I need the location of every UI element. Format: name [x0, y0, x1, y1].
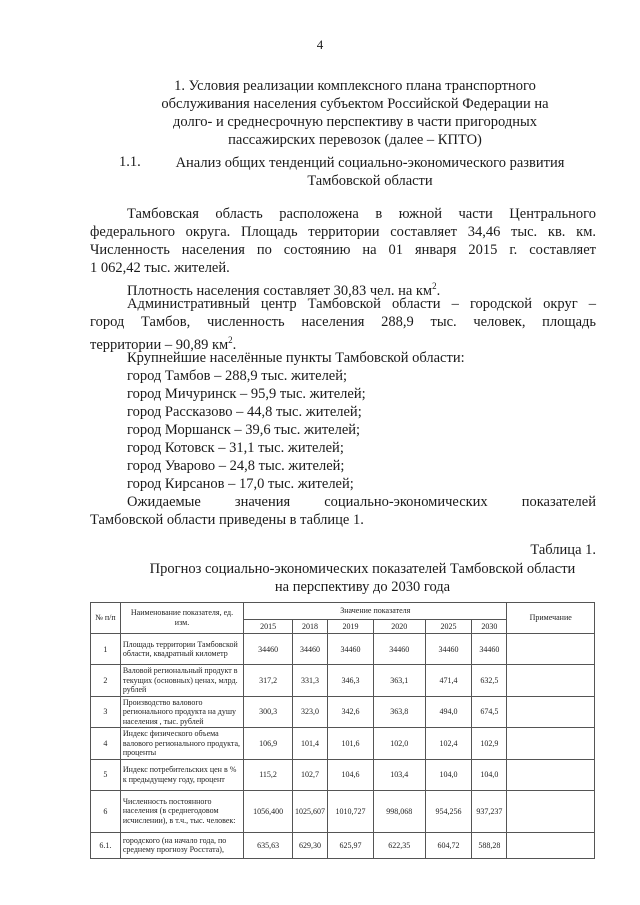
city-item: город Котовск – 31,1 тыс. жителей;: [127, 440, 344, 456]
row-value: 604,72: [425, 832, 472, 858]
row-name: Валовой региональный продукт в текущих (основных) ценах, млрд. рублей: [120, 665, 243, 697]
row-value: 34460: [373, 634, 425, 665]
section-heading-line-1: 1. Условия реализации комплексного плана транспортного: [174, 78, 536, 94]
header-year: 2019: [328, 620, 374, 634]
expected-paragraph-line-2: Тамбовской области приведены в таблице 1.: [90, 512, 364, 528]
row-value: 632,5: [472, 665, 507, 697]
density-end: .: [436, 282, 441, 299]
page-number: 4: [316, 37, 324, 52]
table-title-line-2: на перспективу до 2030 года: [274, 579, 451, 595]
row-value: 342,6: [328, 696, 374, 728]
row-value: 346,3: [328, 665, 374, 697]
expected-paragraph-line-1: Ожидаемые значения социально-экономических показателей: [127, 494, 596, 510]
row-num: 3: [91, 696, 121, 728]
city-item: город Мичуринск – 95,9 тыс. жителей;: [127, 386, 366, 402]
row-value: 115,2: [244, 759, 293, 790]
row-value: 102,7: [293, 759, 328, 790]
subsection-number: 1.1.: [119, 154, 141, 170]
row-value: 102,4: [425, 728, 472, 760]
table-row: [91, 634, 595, 665]
row-name: Индекс потребительских цен в % к предыдущему году, процент: [120, 759, 243, 790]
header-year: 2030: [472, 620, 507, 634]
row-value: 363,1: [373, 665, 425, 697]
row-value: 937,237: [472, 790, 507, 832]
header-year: 2025: [425, 620, 472, 634]
row-value: 363,8: [373, 696, 425, 728]
row-name: Производство валового регионального продукта на душу населения , тыс. рублей: [120, 696, 243, 728]
row-name: Численность постоянного населения (в среднегодовом исчислении), в т.ч., тыс. человек:: [120, 790, 243, 832]
row-num: 6: [91, 790, 121, 832]
city-item: город Кирсанов – 17,0 тыс. жителей;: [127, 476, 354, 492]
header-values: Значение показателя: [244, 603, 507, 620]
row-note: [507, 728, 595, 760]
section-heading-line-3: долго- и среднесрочную перспективу в части пригородных: [173, 114, 537, 130]
row-value: 104,0: [425, 759, 472, 790]
city-item: город Тамбов – 288,9 тыс. жителей;: [127, 368, 348, 384]
table-title-line-1: Прогноз социально-экономических показателей Тамбовской области: [149, 561, 576, 577]
row-num: 1: [91, 634, 121, 665]
header-name: Наименование показателя, ед. изм.: [120, 603, 243, 634]
section-heading-line-4: пассажирских перевозок (далее – КПТО): [228, 132, 482, 148]
row-note: [507, 665, 595, 697]
city-item: город Рассказово – 44,8 тыс. жителей;: [127, 404, 362, 420]
table-row: [91, 790, 595, 832]
row-value: 1010,727: [328, 790, 374, 832]
row-value: 106,9: [244, 728, 293, 760]
paragraph-1-line-1: Тамбовская область расположена в южной части Центрального: [127, 206, 596, 222]
row-value: 101,4: [293, 728, 328, 760]
admin-paragraph-line-1: Административный центр Тамбовской области – городской округ –: [127, 296, 596, 312]
row-num: 6.1.: [91, 832, 121, 858]
admin-paragraph-line-2: город Тамбов, численность населения 288,9 тыс. человек, площадь: [90, 314, 596, 330]
table-row: [91, 665, 595, 697]
row-value: 34460: [425, 634, 472, 665]
section-heading-line-2: обслуживания населения субъектом Российской Федерации на: [161, 96, 549, 112]
header-year: 2015: [244, 620, 293, 634]
row-value: 34460: [244, 634, 293, 665]
density-text: Плотность населения составляет 30,83 чел. на км: [127, 282, 433, 299]
row-value: 588,28: [472, 832, 507, 858]
row-value: 34460: [472, 634, 507, 665]
forecast-table: [90, 602, 595, 859]
row-note: [507, 832, 595, 858]
header-year: 2018: [293, 620, 328, 634]
row-value: 300,3: [244, 696, 293, 728]
table-caption: Таблица 1.: [530, 542, 596, 558]
table-row: [91, 759, 595, 790]
row-value: 1025,607: [293, 790, 328, 832]
admin-area-end: .: [232, 336, 237, 353]
row-value: 101,6: [328, 728, 374, 760]
row-value: 471,4: [425, 665, 472, 697]
row-value: 103,4: [373, 759, 425, 790]
row-note: [507, 759, 595, 790]
row-value: 34460: [328, 634, 374, 665]
row-note: [507, 634, 595, 665]
row-note: [507, 790, 595, 832]
table-row: [91, 832, 595, 858]
header-note: Примечание: [507, 603, 595, 634]
row-value: 954,256: [425, 790, 472, 832]
row-value: 104,0: [472, 759, 507, 790]
row-value: 331,3: [293, 665, 328, 697]
paragraph-1-line-3: Численность населения по состоянию на 01 января 2015 г. составляет: [90, 242, 596, 258]
row-name: Индекс физического объема валового регионального продукта, проценты: [120, 728, 243, 760]
admin-area-text: территории – 90,89 км: [90, 336, 229, 353]
row-value: 635,63: [244, 832, 293, 858]
cities-intro: Крупнейшие населённые пункты Тамбовской области:: [127, 350, 465, 366]
superscript-2: 2: [432, 281, 437, 291]
header-num: № п/п: [91, 603, 121, 634]
subsection-heading-line-2: Тамбовской области: [307, 173, 433, 189]
row-num: 5: [91, 759, 121, 790]
row-value: 629,30: [293, 832, 328, 858]
subsection-heading-line-1: Анализ общих тенденций социально-экономического развития: [175, 155, 565, 171]
row-note: [507, 696, 595, 728]
paragraph-1-line-2: федерального округа. Площадь территории составляет 34,46 тыс. кв. км.: [90, 224, 596, 240]
row-value: 104,6: [328, 759, 374, 790]
table-row: [91, 728, 595, 760]
row-value: 323,0: [293, 696, 328, 728]
row-value: 317,2: [244, 665, 293, 697]
row-value: 625,97: [328, 832, 374, 858]
city-item: город Моршанск – 39,6 тыс. жителей;: [127, 422, 361, 438]
row-name: Площадь территории Тамбовской области, квадратный километр: [120, 634, 243, 665]
row-name: городского (на начало года, по среднему прогнозу Росстата),: [120, 832, 243, 858]
row-value: 102,0: [373, 728, 425, 760]
row-value: 1056,400: [244, 790, 293, 832]
row-num: 2: [91, 665, 121, 697]
superscript-2-area: 2: [228, 335, 233, 345]
row-value: 102,9: [472, 728, 507, 760]
row-value: 494,0: [425, 696, 472, 728]
table-row: [91, 696, 595, 728]
city-item: город Уварово – 24,8 тыс. жителей;: [127, 458, 345, 474]
paragraph-1-line-4: 1 062,42 тыс. жителей.: [90, 260, 230, 276]
row-value: 34460: [293, 634, 328, 665]
row-value: 998,068: [373, 790, 425, 832]
row-num: 4: [91, 728, 121, 760]
header-year: 2020: [373, 620, 425, 634]
row-value: 622,35: [373, 832, 425, 858]
row-value: 674,5: [472, 696, 507, 728]
